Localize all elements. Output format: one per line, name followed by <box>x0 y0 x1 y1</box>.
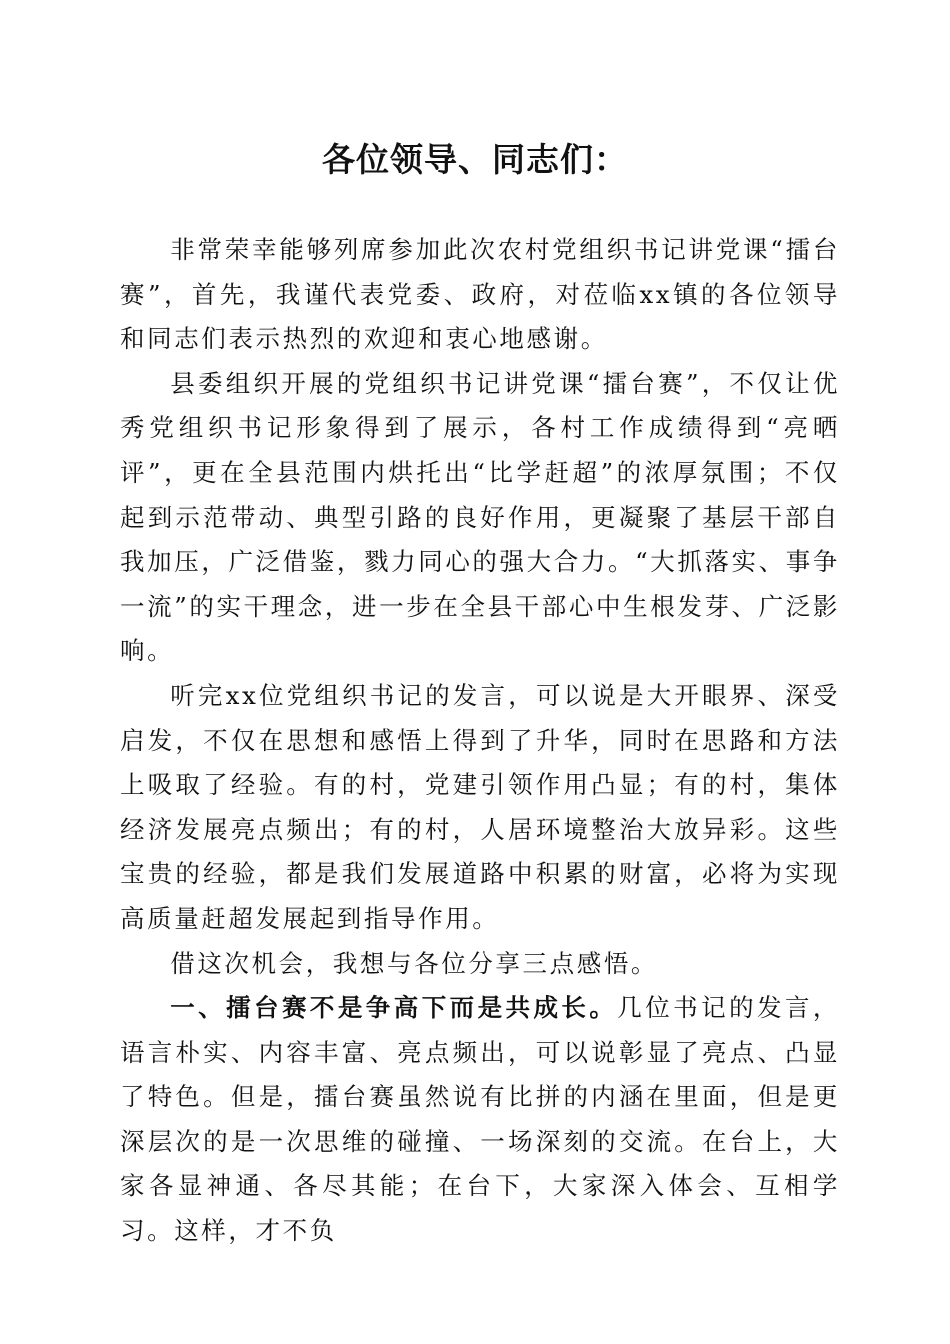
paragraph-3 <box>120 674 840 942</box>
paragraph-1 <box>120 228 840 362</box>
document-body <box>120 228 840 1254</box>
page-title: 各位领导、同志们： <box>322 140 628 179</box>
paragraph-2-text: 县委组织开展的党组织书记讲党课“擂台赛”，不仅让优秀党组织书记形象得到了展示，各村工作成绩得到“亮晒评”，更在全县范围内烘托出“比学赶超”的浓厚氛围；不仅起到示范带动、典型引路的良好作用，更凝聚了基层干部自我加压，广泛借鉴，戮力同心的强大合力。“大抓落实、事争一流”的实干理念，进一步在全县干部心中生根发芽、广泛影响。 <box>120 368 840 666</box>
section-heading-1: 一、擂台赛不是争高下而是共成长。 <box>170 993 618 1023</box>
paragraph-4 <box>120 942 840 987</box>
paragraph-2 <box>120 362 840 674</box>
paragraph-5-text: 几位书记的发言，语言朴实、内容丰富、亮点频出，可以说彰显了亮点、凸显了特色。但是，擂台赛虽然说有比拼的内涵在里面，但是更深层次的是一次思维的碰撞、一场深刻的交流。在台上，大家各显神通、各尽其能；在台下，大家深入体会、互相学习。这样，才不负 <box>120 993 840 1246</box>
paragraph-1-text: 非常荣幸能够列席参加此次农村党组织书记讲党课“擂台赛”，首先，我谨代表党委、政府，对莅临xx镇的各位领导和同志们表示热烈的欢迎和衷心地感谢。 <box>120 235 840 354</box>
paragraph-5 <box>120 986 840 1254</box>
paragraph-4-text: 借这次机会，我想与各位分享三点感悟。 <box>170 948 659 978</box>
paragraph-3-text: 听完xx位党组织书记的发言，可以说是大开眼界、深受启发，不仅在思想和感悟上得到了升华，同时在思路和方法上吸取了经验。有的村，党建引领作用凸显；有的村，集体经济发展亮点频出；有的村，人居环境整治大放异彩。这些宝贵的经验，都是我们发展道路中积累的财富，必将为实现高质量赶超发展起到指导作用。 <box>120 680 840 933</box>
